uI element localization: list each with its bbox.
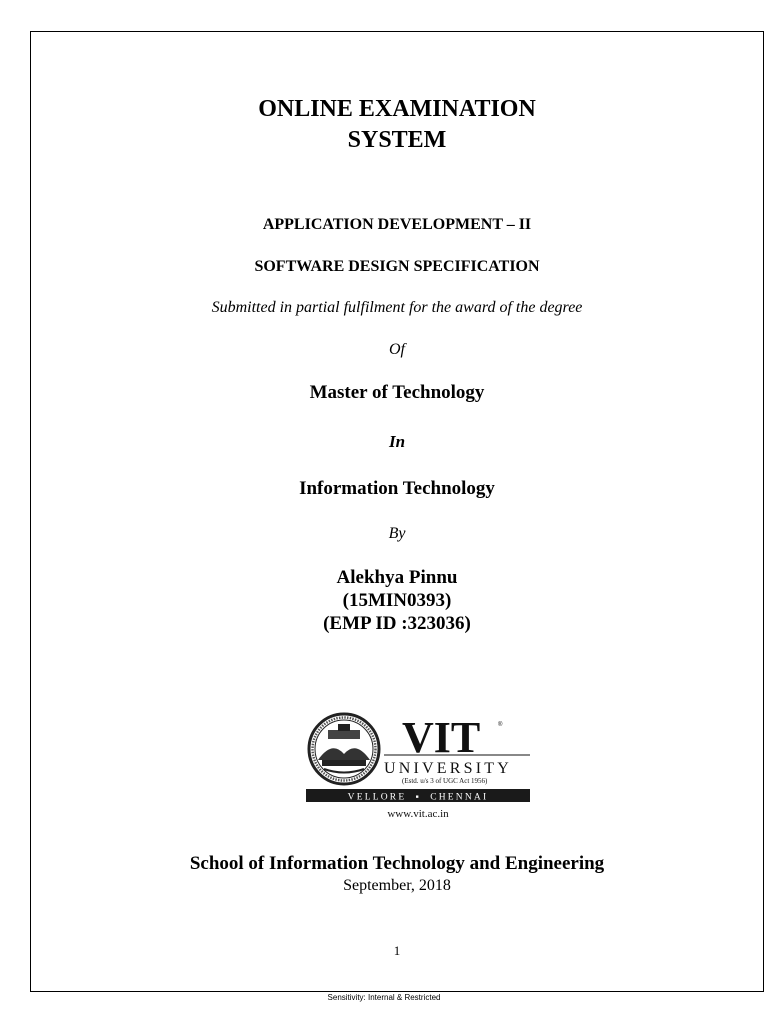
school-name: School of Information Technology and Engineering (189, 853, 605, 874)
logo-campuses-text: VELLORE ▪ CHENNAI (347, 792, 489, 803)
registered-mark-icon: ® (498, 722, 503, 728)
logo-estd-text: (Estd. u/s 3 of UGC Act 1956) (402, 777, 488, 785)
university-seal-icon (309, 714, 379, 784)
page-number: 1 (393, 943, 401, 958)
course-name: APPLICATION DEVELOPMENT – II (262, 216, 532, 233)
submission-date: September, 2018 (343, 877, 451, 894)
author-emp-id: (EMP ID :323036) (323, 613, 471, 634)
logo-website-text: www.vit.ac.in (387, 808, 449, 820)
document-title (30, 94, 764, 156)
field-name: Information Technology (299, 478, 495, 499)
in-text: In (388, 432, 406, 451)
author-reg-no: (15MIN0393) (342, 590, 452, 611)
title-line-2: SYSTEM (347, 127, 447, 153)
document-type: SOFTWARE DESIGN SPECIFICATION (254, 258, 540, 275)
degree-name: Master of Technology (309, 382, 485, 403)
logo-vit-text: VIT (402, 713, 481, 762)
logo-university-text: UNIVERSITY (384, 760, 512, 777)
by-text: By (388, 525, 406, 542)
submitted-text: Submitted in partial fulfilment for the award of the degree (211, 299, 583, 316)
title-line-1: ONLINE EXAMINATION (258, 96, 536, 122)
vit-logo (302, 712, 532, 822)
page-border (30, 31, 764, 992)
sensitivity-label: Sensitivity: Internal & Restricted (327, 993, 441, 1002)
author-name: Alekhya Pinnu (336, 567, 458, 588)
of-text: Of (389, 341, 405, 358)
author-block (30, 566, 764, 635)
